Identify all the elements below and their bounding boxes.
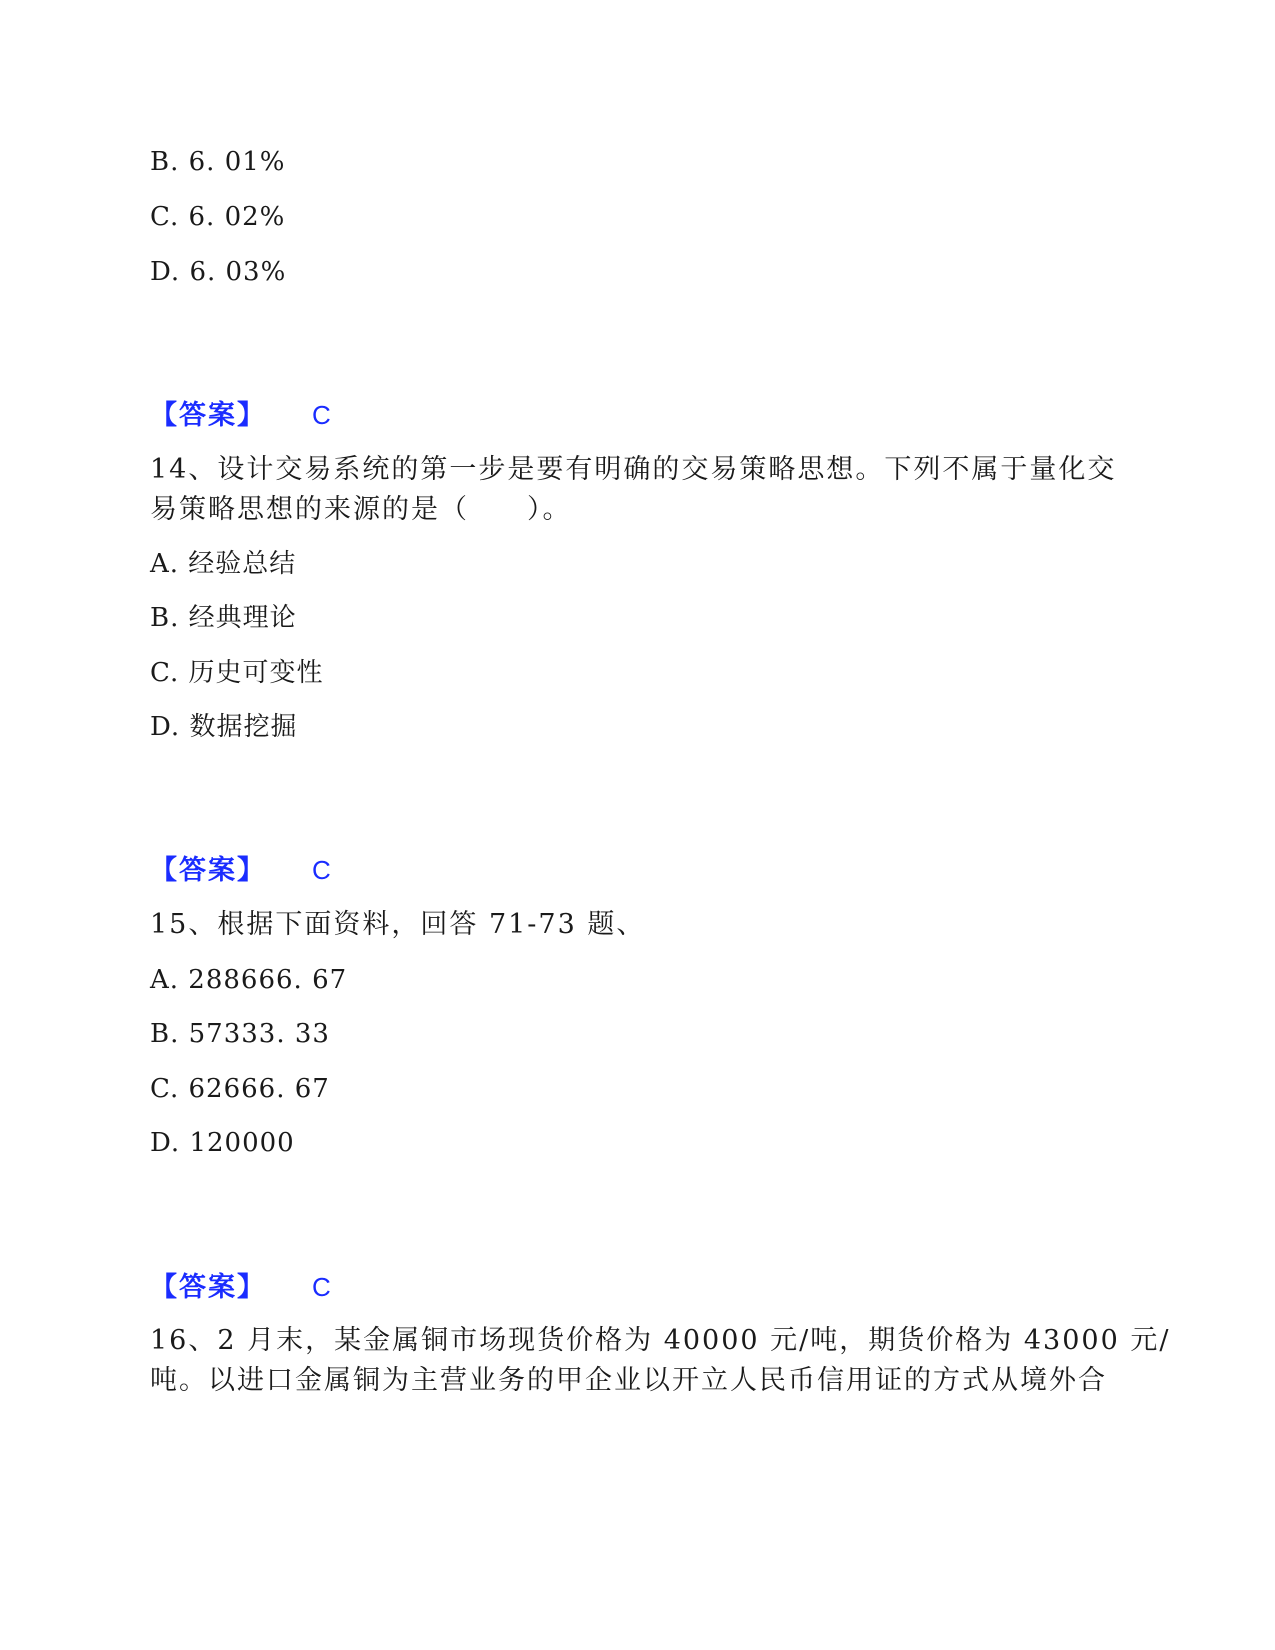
q15-option-a: A. 288666. 67 bbox=[150, 965, 348, 995]
answer-row bbox=[150, 397, 331, 434]
answer-value: C bbox=[312, 855, 331, 885]
q14-option-b: B. 经典理论 bbox=[150, 603, 297, 633]
question-16-stem-line2: 吨。以进口金属铜为主营业务的甲企业以开立人民币信用证的方式从境外合 bbox=[150, 1365, 1107, 1396]
question-14-stem-line2: 易策略思想的来源的是（ ）。 bbox=[150, 494, 572, 525]
option-b: B. 6. 01% bbox=[150, 147, 286, 177]
q14-option-d: D. 数据挖掘 bbox=[150, 712, 298, 742]
question-16-stem-line1: 16、2 月末，某金属铜市场现货价格为 40000 元/吨，期货价格为 43000 元/ bbox=[150, 1325, 1171, 1356]
option-c: C. 6. 02% bbox=[150, 202, 286, 232]
q14-option-c: C. 历史可变性 bbox=[150, 658, 324, 688]
q15-option-b: B. 57333. 33 bbox=[150, 1019, 330, 1049]
answer-label: 【答案】 bbox=[150, 1272, 266, 1303]
q15-answer-row bbox=[150, 1269, 331, 1306]
answer-label: 【答案】 bbox=[150, 855, 266, 886]
q15-option-d: D. 120000 bbox=[150, 1128, 295, 1158]
q14-option-a: A. 经验总结 bbox=[150, 549, 297, 579]
answer-value: C bbox=[312, 400, 331, 430]
q15-option-c: C. 62666. 67 bbox=[150, 1074, 330, 1104]
answer-label: 【答案】 bbox=[150, 400, 266, 431]
answer-value: C bbox=[312, 1272, 331, 1302]
question-14-stem-line1: 14、设计交易系统的第一步是要有明确的交易策略思想。下列不属于量化交 bbox=[150, 454, 1117, 485]
question-15-stem: 15、根据下面资料，回答 71-73 题、 bbox=[150, 909, 646, 940]
option-d: D. 6. 03% bbox=[150, 257, 287, 287]
q14-answer-row bbox=[150, 852, 331, 889]
